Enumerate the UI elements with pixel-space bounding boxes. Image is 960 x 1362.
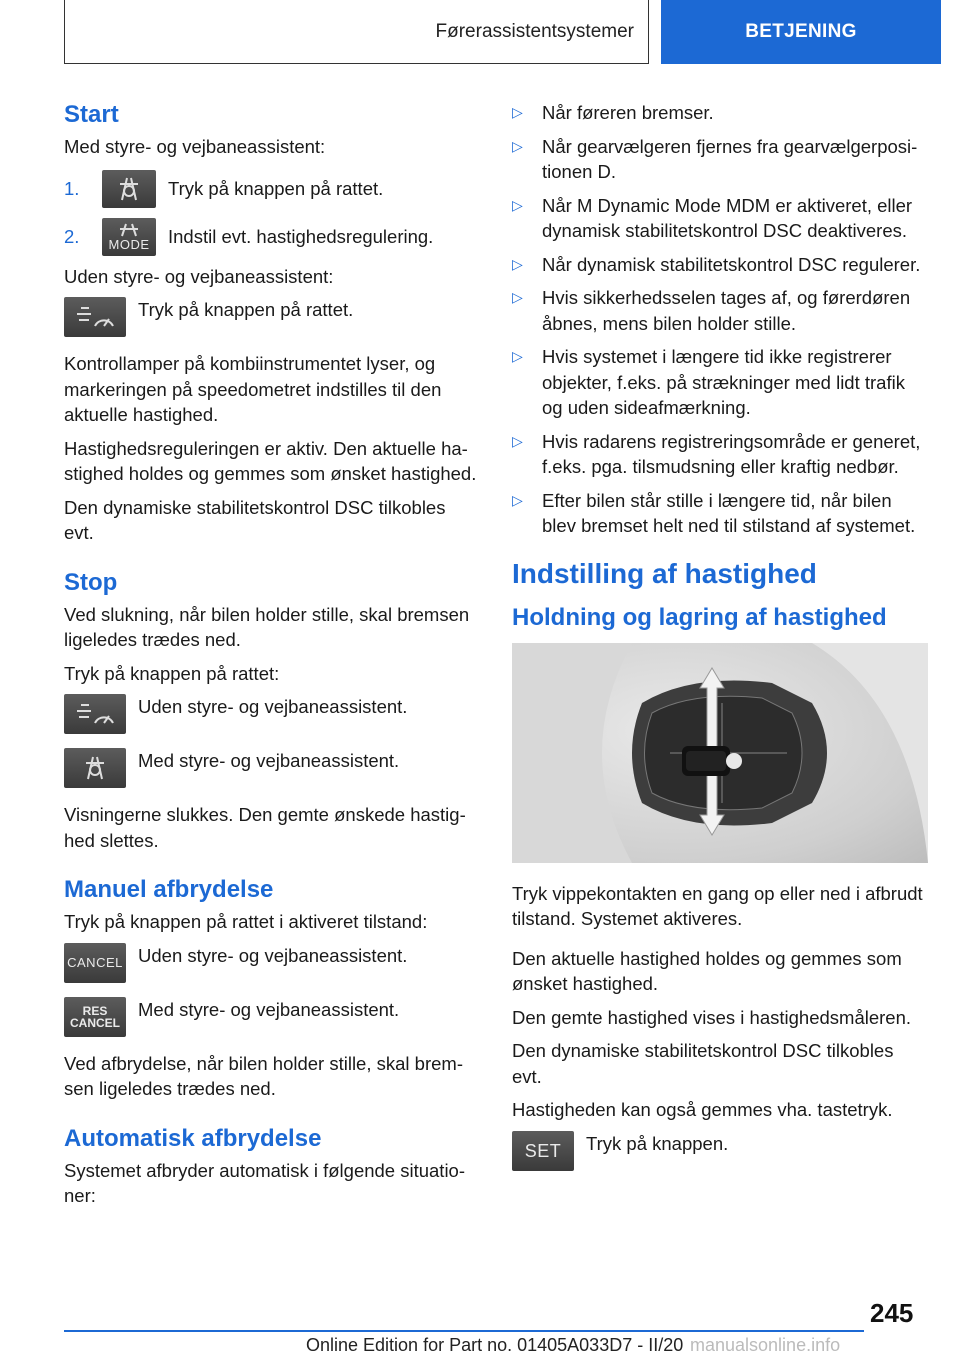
steering-wheel-photo [512,643,928,863]
list-item: ▷ Efter bilen står stille i længere tid, når bilen blev bremset helt ned til stilstand af systemet. [512,488,928,539]
auto-paragraph-1: Systemet afbryder automatisk i følgende situationer: [64,1159,466,1206]
dsc-paragraph: Den dynamiske stabilitetskontrol DSC tilkobles evt. [64,496,446,543]
list-item: ▷ Når føreren bremser. [512,100,928,126]
list-item: ▷ Når dynamisk stabilitetskontrol DSC regulerer. [512,252,928,278]
header-section-box [64,0,649,64]
stop-with-row [64,748,478,788]
res-cancel-button-icon [64,997,126,1037]
triangle-bullet-icon: ▷ [512,104,523,120]
triangle-bullet-icon: ▷ [512,196,523,213]
manual-paragraph-1: Tryk på knappen på rattet i aktiveret tilstand: [64,911,428,932]
cruise-control-button-icon [64,694,126,734]
stop-without-row [64,694,478,734]
display-paragraph: Den gemte hastighed vises i hastighedsmåleren. [512,1006,912,1028]
list-item: ▷ Hvis radarens registreringsområde er generet, f.eks. pga. tilsmudsning eller kraftig nedbør. [512,429,928,480]
header-chapter-title: BETJENING [745,21,857,42]
footer-watermark: manualsonline.info [690,1335,841,1355]
cancel-button-label: CANCEL [70,1015,120,1030]
auto-cancel-list [512,100,928,539]
speed-setting-heading: Indstilling af hastighed [512,557,817,589]
footer-divider [64,1330,864,1332]
left-column [64,100,478,1217]
active-paragraph: Hastighedsreguleringen er aktiv. Den aktuelle hastighed holdes og gemmes som ønsket hastighed. [64,437,477,484]
list-item: ▷ Når gearvælgeren fjernes fra gearvælgerpositionen D. [512,134,928,185]
start-intro: Med styre- og vejbaneassistent: [64,136,326,157]
keypress-paragraph: Hastigheden kan også gemmes vha. tastetryk. [512,1099,893,1120]
list-item: ▷ Hvis sikkerhedsselen tages af, og førerdøren åbnes, mens bilen holder stille. [512,285,928,336]
step-text: Indstil evt. hastighedsregulering. [168,225,434,247]
step-number: 1. [64,177,80,199]
set-text: Tryk på knappen. [586,1132,729,1154]
indicator-paragraph: Kontrollamper på kombiinstrumentet lyser, og markeringen på speedometret indstilles til den aktuelle hastighed. [64,353,442,425]
triangle-bullet-icon: ▷ [512,432,523,449]
manual-with-text: Med styre- og vejbaneassistent. [138,998,400,1020]
without-assist-press-text: Tryk på knappen på rattet. [138,299,354,320]
page-number: 245 [870,1298,914,1328]
step-item-1 [64,170,478,208]
right-column [512,100,928,1185]
stop-without-text: Uden styre- og vejbaneassistent. [138,696,408,717]
triangle-bullet-icon: ▷ [512,137,523,154]
list-item: ▷ Hvis systemet i længere tid ikke registrerer objekter, f.eks. på strækninger med lidt trafik og uden sideafmærkning. [512,344,928,421]
cancel-button-icon [64,943,126,983]
lane-assist-button-icon [102,170,156,208]
step-text: Tryk på knappen på rattet. [168,177,384,199]
cancel-button-label: CANCEL [67,955,123,970]
manual-paragraph-2: Ved afbrydelse, når bilen holder stille, skal bremsen ligeledes trædes ned. [64,1052,463,1099]
step-number: 2. [64,225,80,247]
hold-paragraph: Den aktuelle hastighed holdes og gemmes som ønsket hastighed. [512,947,902,994]
hold-store-heading: Holdning og lagring af hastighed [512,603,887,631]
mode-button-label: MODE [108,237,150,252]
manual-without-text: Uden styre- og vejbaneassistent. [138,944,408,966]
stop-paragraph-1: Ved slukning, når bilen holder stille, skal bremsen ligeledes trædes ned. [64,603,470,650]
step-item-2 [64,218,478,256]
dsc-paragraph: Den dynamiske stabilitetskontrol DSC tilkobles evt. [512,1040,894,1087]
rocker-paragraph: Tryk vippekontakten en gang op eller ned i afbrudt tilstand. Systemet aktiveres. [512,882,923,929]
manual-with-row [64,997,478,1037]
triangle-bullet-icon: ▷ [512,255,523,272]
triangle-bullet-icon: ▷ [512,289,523,305]
without-assist-row [64,297,478,337]
auto-heading: Automatisk afbrydelse [64,1124,322,1152]
mode-button-icon [102,218,156,256]
res-button-label: RES [82,1003,108,1018]
stop-heading: Stop [64,568,118,596]
header-chapter-tab [661,0,941,64]
lane-assist-button-icon [64,748,126,788]
manual-heading: Manuel afbrydelse [64,876,274,903]
footer-edition: Online Edition for Part no. 01405A033D7 - II/20 [306,1335,684,1355]
header-section-title: Førerassistentsystemer [435,20,634,42]
manual-without-row [64,943,478,983]
triangle-bullet-icon: ▷ [512,348,523,364]
set-button-icon [512,1131,574,1171]
stop-paragraph-3: Visningerne slukkes. Den gemte ønskede hastighed slettes. [64,804,466,851]
triangle-bullet-icon: ▷ [512,491,523,508]
cruise-control-button-icon [64,297,126,337]
without-assist-intro: Uden styre- og vejbaneassistent: [64,265,334,287]
set-row [512,1131,928,1171]
stop-paragraph-2: Tryk på knappen på rattet: [64,662,280,684]
list-item: ▷ Når M Dynamic Mode MDM er aktiveret, eller dynamisk stabilitetskontrol DSC deaktiveres. [512,193,928,244]
stop-with-text: Med styre- og vejbaneassistent. [138,750,400,771]
start-heading: Start [64,101,119,128]
set-button-label: SET [524,1140,562,1161]
